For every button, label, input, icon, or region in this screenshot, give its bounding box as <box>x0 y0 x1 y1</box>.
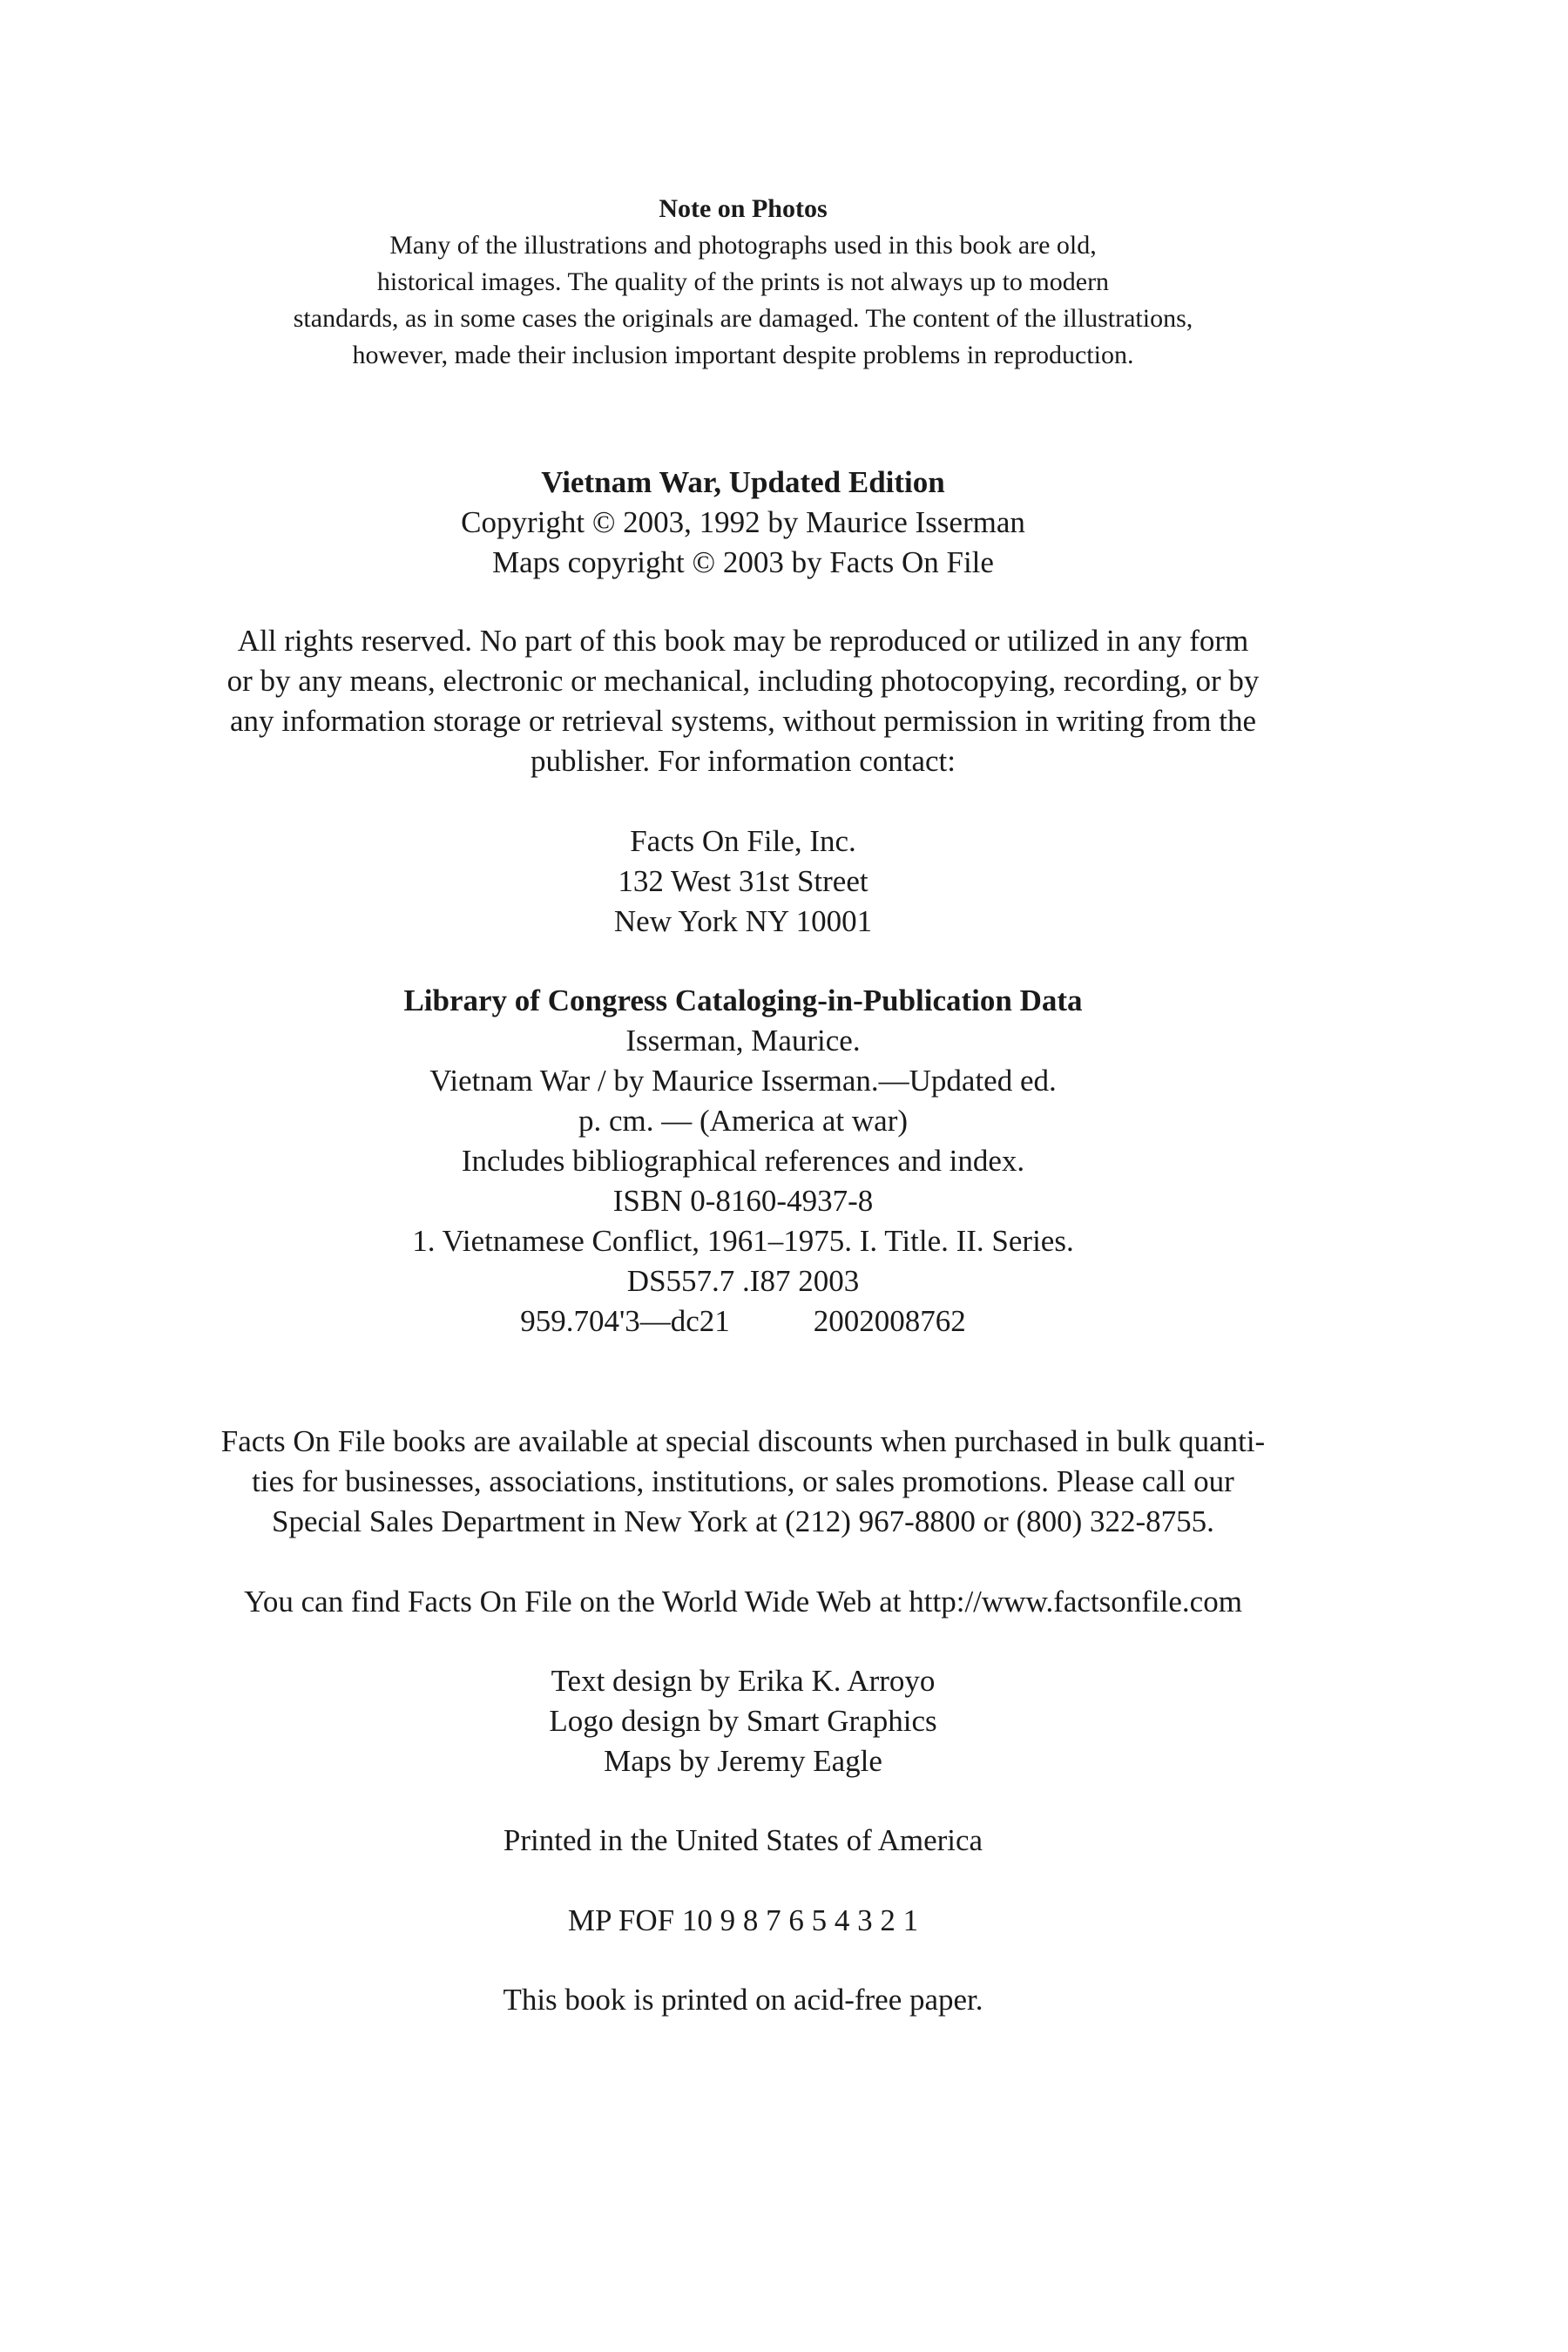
impression-line: MP FOF 10 9 8 7 6 5 4 3 2 1 <box>567 1903 919 1937</box>
cip-line: 1. Vietnamese Conflict, 1961–1975. I. Title. II. Series. <box>412 1224 1074 1258</box>
address-line: New York NY 10001 <box>613 904 873 938</box>
rights-line: publisher. For information contact: <box>531 744 956 778</box>
maps-copyright-line: Maps copyright © 2003 by Facts On File <box>492 545 994 579</box>
sales-line: Facts On File books are available at special discounts when purchased in bulk quanti- <box>220 1424 1266 1458</box>
note-line: Many of the illustrations and photographs used in this book are old, <box>389 231 1097 260</box>
rights-line: any information storage or retrieval systems, without permission in writing from the <box>229 704 1257 738</box>
publisher-address <box>0 821 1486 942</box>
rights-line: or by any means, electronic or mechanical, including photocopying, recording, or by <box>226 664 1260 698</box>
credit-line: Logo design by Smart Graphics <box>549 1704 937 1738</box>
special-sales-notice <box>0 1422 1486 1542</box>
note-on-photos <box>0 191 1486 374</box>
cip-line: p. cm. — (America at war) <box>578 1104 909 1138</box>
printed-in <box>0 1821 1486 1861</box>
address-line: 132 West 31st Street <box>618 864 868 898</box>
cip-classification-line <box>0 1301 1486 1342</box>
cip-line: DS557.7 .I87 2003 <box>626 1264 860 1298</box>
printed-line: Printed in the United States of America <box>503 1823 983 1857</box>
rights-statement <box>0 621 1486 781</box>
sales-line: Special Sales Department in New York at (212) 967-8800 or (800) 322-8755. <box>272 1504 1214 1538</box>
rights-line: All rights reserved. No part of this book may be reproduced or utilized in any form <box>237 624 1249 658</box>
cip-line: ISBN 0-8160-4937-8 <box>612 1184 874 1218</box>
note-line: standards, as in some cases the originals are damaged. The content of the illustrations, <box>293 304 1193 333</box>
web-line: You can find Facts On File on the World Wide Web at http://www.factsonfile.com <box>244 1585 1242 1619</box>
acid-free-line: This book is printed on acid-free paper. <box>503 1983 983 2017</box>
web-notice <box>0 1582 1486 1622</box>
cip-heading: Library of Congress Cataloging-in-Publication Data <box>403 983 1083 1017</box>
note-heading: Note on Photos <box>659 194 828 223</box>
copyright-line: Copyright © 2003, 1992 by Maurice Isserman <box>461 505 1025 539</box>
book-title: Vietnam War, Updated Edition <box>541 465 945 499</box>
address-line: Facts On File, Inc. <box>630 824 856 858</box>
cip-line: Isserman, Maurice. <box>625 1024 861 1058</box>
printer-key <box>0 1901 1486 1941</box>
copyright-section <box>0 463 1486 583</box>
cip-data <box>0 981 1486 1342</box>
credit-line: Maps by Jeremy Eagle <box>604 1744 882 1778</box>
credit-line: Text design by Erika K. Arroyo <box>551 1664 936 1698</box>
note-line: historical images. The quality of the prints is not always up to modern <box>376 267 1110 296</box>
sales-line: ties for businesses, associations, institutions, or sales promotions. Please call our <box>252 1464 1234 1498</box>
cip-line: Vietnam War / by Maurice Isserman.—Updated ed. <box>429 1064 1057 1098</box>
cip-line: Includes bibliographical references and index. <box>461 1144 1025 1178</box>
acid-free-notice <box>0 1980 1486 2020</box>
lccn-number: 2002008762 <box>813 1304 966 1338</box>
note-line: however, made their inclusion important despite problems in reproduction. <box>352 341 1134 369</box>
dewey-number: 959.704'3—dc21 <box>520 1304 730 1338</box>
design-credits <box>0 1661 1486 1781</box>
